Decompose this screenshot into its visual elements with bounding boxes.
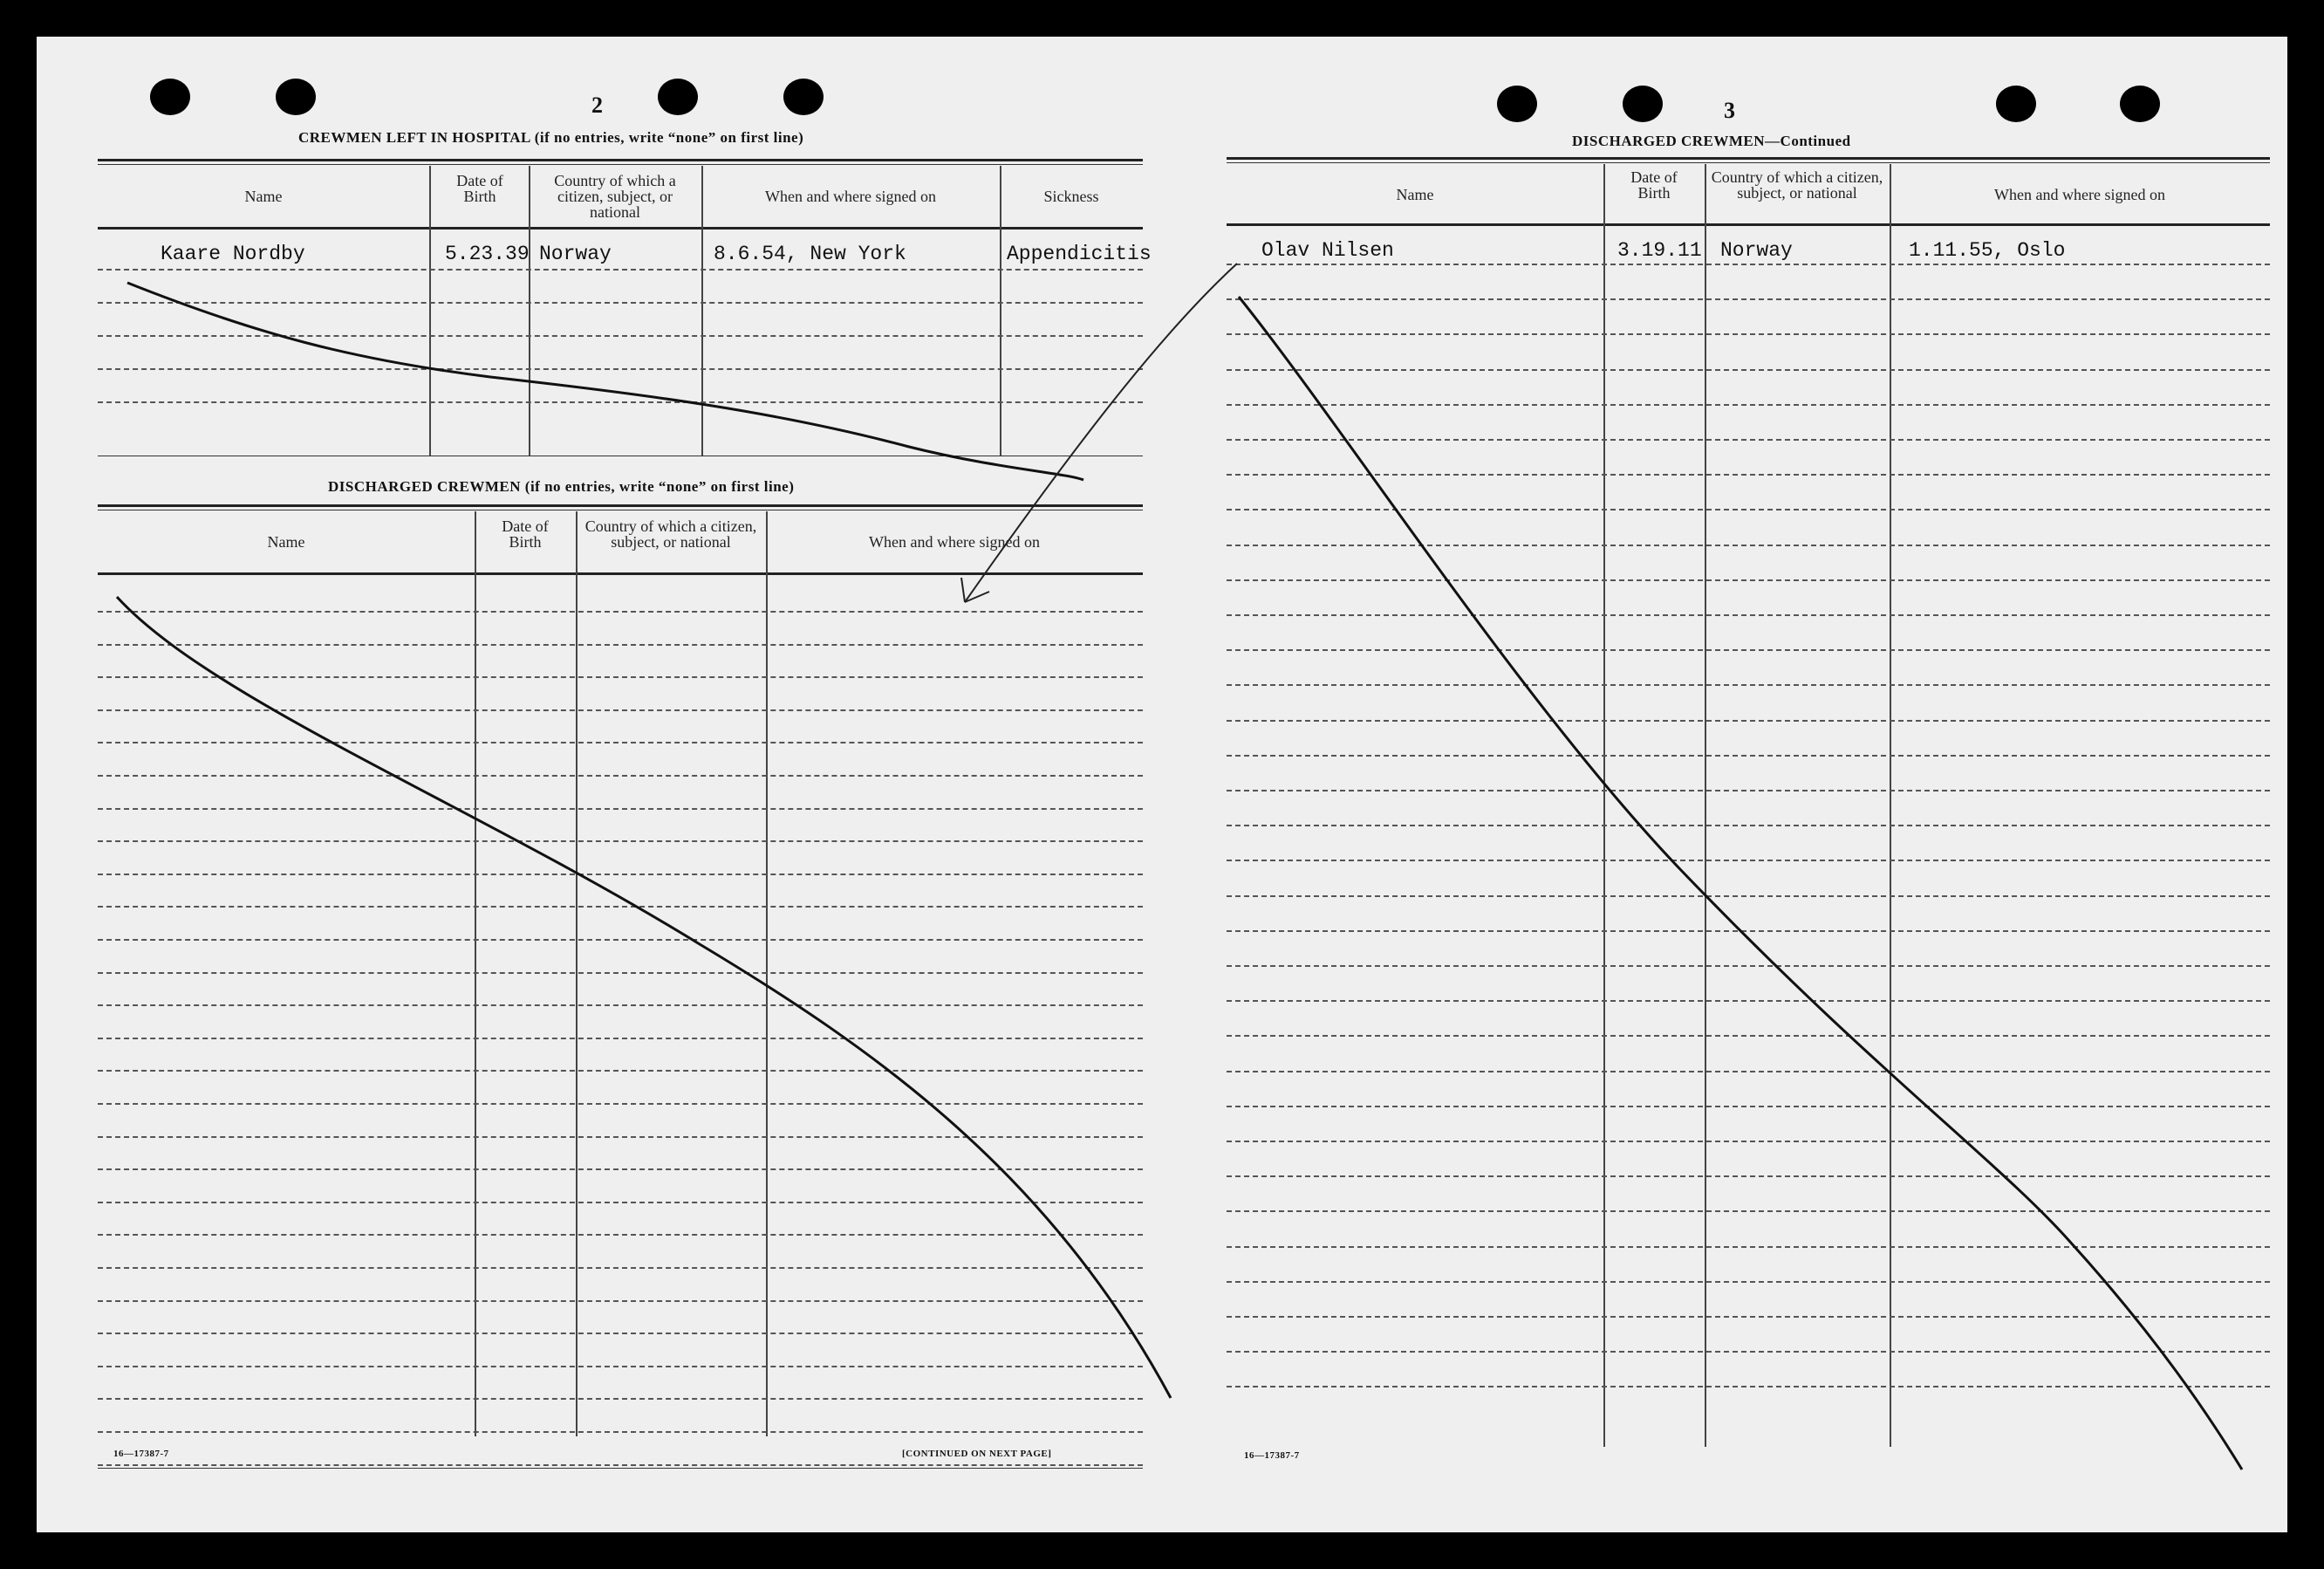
discharged-continued-title: DISCHARGED CREWMEN—Continued	[1572, 133, 1851, 149]
hospital-section-title: CREWMEN LEFT IN HOSPITAL (if no entries, write “none” on first line)	[298, 129, 804, 146]
hospital-row-name: Kaare Nordby	[161, 243, 305, 265]
document-scan	[37, 37, 2287, 1532]
handwritten-strikethrough	[37, 37, 2287, 1532]
discharged-row-country: Norway	[1720, 239, 1793, 262]
column-header-signed-on: When and where signed on	[1994, 186, 2165, 203]
column-header-date-of-birth: Date of Birth	[456, 172, 503, 205]
column-header-name: Name	[244, 188, 283, 205]
column-header-name: Name	[1396, 186, 1434, 203]
column-header-sickness: Sickness	[1043, 188, 1099, 205]
column-header-name: Name	[267, 533, 305, 551]
column-header-country: Country of which a citizen, subject, or national	[554, 172, 676, 221]
form-number-right: 16—17387-7	[1244, 1450, 1300, 1461]
column-header-country: Country of which a citizen, subject, or national	[584, 517, 757, 551]
page-number-right: 3	[1724, 98, 1735, 123]
column-header-signed-on: When and where signed on	[765, 188, 936, 205]
column-header-date-of-birth: Date of Birth	[1630, 168, 1678, 202]
discharged-row-dob: 3.19.11	[1617, 239, 1702, 262]
strike-line-hospital	[127, 283, 1083, 480]
continuation-arrow	[965, 264, 1237, 602]
arrowhead	[961, 578, 989, 602]
column-header-date-of-birth: Date of Birth	[502, 517, 549, 551]
hospital-row-country: Norway	[539, 243, 612, 265]
strike-line-discharged-left	[117, 597, 1171, 1398]
hospital-row-dob: 5.23.39	[445, 243, 530, 265]
column-header-signed-on: When and where signed on	[869, 533, 1040, 551]
discharged-section-title: DISCHARGED CREWMEN (if no entries, write “none” on first line)	[328, 478, 795, 495]
strike-line-discharged-right	[1239, 297, 2242, 1470]
discharged-row-name: Olav Nilsen	[1261, 239, 1394, 262]
discharged-row-signed-on: 1.11.55, Oslo	[1909, 239, 2066, 262]
hospital-row-signed-on: 8.6.54, New York	[714, 243, 906, 265]
form-number-left: 16—17387-7	[113, 1449, 169, 1459]
continued-note: [CONTINUED ON NEXT PAGE]	[902, 1449, 1052, 1459]
column-header-country: Country of which a citizen, subject, or national	[1711, 168, 1883, 202]
page-number-left: 2	[591, 92, 603, 118]
hospital-row-sickness: Appendicitis	[1007, 243, 1152, 265]
